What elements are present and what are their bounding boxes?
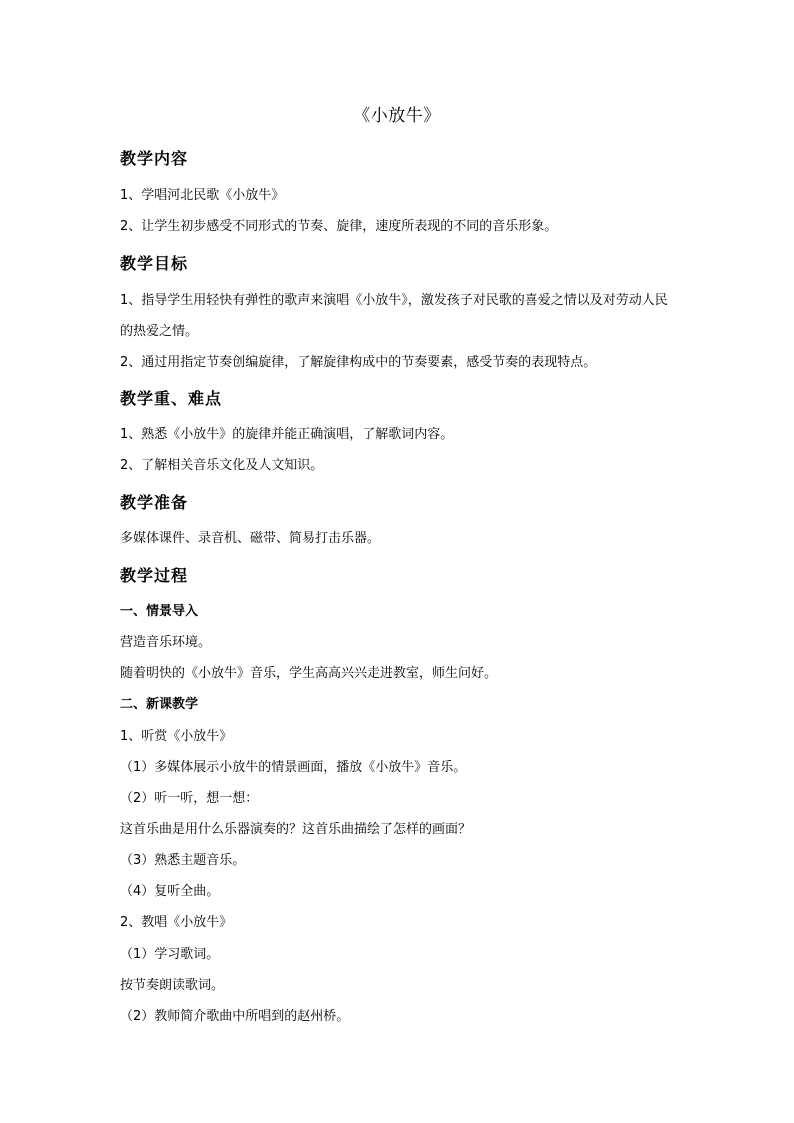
process-part1-heading: 一、情景导入 [120, 604, 199, 619]
part1-item-2: 随着明快的《小放牛》音乐，学生高高兴兴走进教室，师生问好。 [120, 666, 498, 681]
part2-item-4: 这首乐曲是用什么乐器演奏的？这首乐曲描绘了怎样的画面？ [120, 822, 472, 837]
document-title: 《小放牛》 [353, 106, 441, 126]
keypoints-item-1: 1、熟悉《小放牛》的旋律并能正确演唱，了解歌词内容。 [120, 427, 454, 442]
part2-item-7: 2、教唱《小放牛》 [120, 915, 233, 930]
part2-item-1: 1、听赏《小放牛》 [120, 729, 233, 744]
keypoints-item-2: 2、了解相关音乐文化及人文知识。 [120, 458, 324, 473]
goals-item-2: 2、通过用指定节奏创编旋律，了解旋律构成中的节奏要素，感受节奏的表现特点。 [120, 355, 597, 370]
section-heading-content: 教学内容 [120, 149, 189, 168]
section-heading-keypoints: 教学重、难点 [120, 389, 223, 408]
part2-item-5: （3）熟悉主题音乐。 [120, 853, 246, 868]
part2-item-8: （1）学习歌词。 [120, 947, 220, 962]
section-heading-prep: 教学准备 [120, 493, 189, 512]
content-item-1: 1、学唱河北民歌《小放牛》 [120, 188, 285, 203]
goals-item-1: 1、指导学生用轻快有弹性的歌声来演唱《小放牛》，激发孩子对民歌的喜爱之情以及对劳动人民的热爱之情。 [120, 293, 668, 339]
prep-item-1: 多媒体课件、录音机、磁带、简易打击乐器。 [120, 531, 381, 546]
part2-item-6: （4）复听全曲。 [120, 884, 220, 899]
section-heading-process: 教学过程 [120, 566, 189, 585]
section-heading-goals: 教学目标 [120, 254, 189, 273]
part2-item-9: 按节奏朗读歌词。 [120, 978, 225, 993]
part2-item-3: （2）听一听，想一想： [120, 791, 259, 806]
part2-item-10: （2）教师简介歌曲中所唱到的赵州桥。 [120, 1009, 350, 1024]
process-part2-heading: 二、新课教学 [120, 697, 199, 712]
content-item-2: 2、让学生初步感受不同形式的节奏、旋律，速度所表现的不同的音乐形象。 [120, 219, 558, 234]
part1-item-1: 营造音乐环境。 [120, 635, 212, 650]
part2-item-2: （1）多媒体展示小放牛的情景画面，播放《小放牛》音乐。 [120, 760, 467, 775]
